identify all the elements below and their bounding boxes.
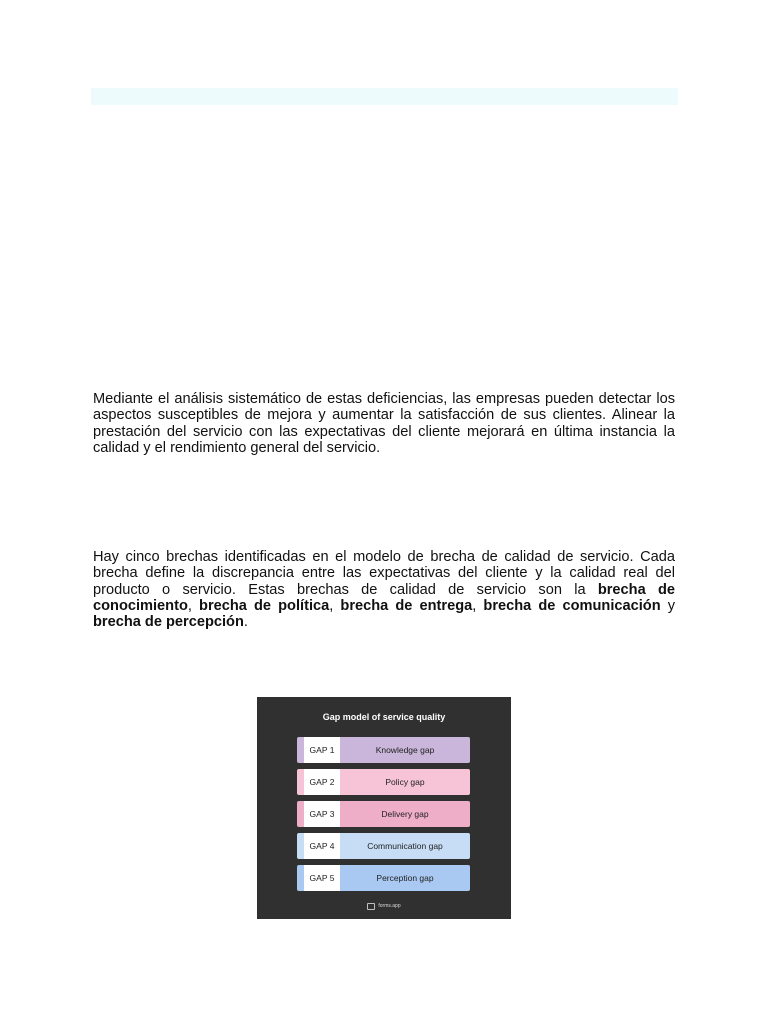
gap-name: Policy gap xyxy=(340,769,470,795)
separator: , xyxy=(472,597,484,614)
term-policy-gap: brecha de política xyxy=(199,597,330,614)
paragraph-intro: Hay cinco brechas identificadas en el modelo de brecha de calidad de servicio. Cada brecha define la discrepancia entre las expectativas del cliente y la calidad real del producto o servicio. Estas brechas de calidad de servicio son la xyxy=(93,549,675,598)
paragraph-gap-analysis: Mediante el análisis sistemático de estas deficiencias, las empresas pueden detectar los aspectos susceptibles de mejora y aumentar la satisfacción de sus clientes. Alinear la prestación del servicio con las expectativas del cliente mejorará en última instancia la calidad y el rendimiento general del servicio. xyxy=(93,391,675,456)
gap-row-1 xyxy=(297,737,470,763)
paragraph-end: . xyxy=(243,614,248,631)
forms-app-logo-icon xyxy=(367,903,375,910)
separator: , xyxy=(187,597,200,614)
term-communication-gap: brecha de comunicación xyxy=(483,597,661,614)
logo-text: forms.app xyxy=(378,903,401,909)
gap-stripe xyxy=(297,865,304,891)
forms-app-logo xyxy=(257,901,511,911)
separator: y xyxy=(660,597,676,614)
gap-stripe xyxy=(297,769,304,795)
figure-title: Gap model of service quality xyxy=(322,712,446,722)
paragraph-five-gaps xyxy=(93,549,675,630)
gap-number: GAP 2 xyxy=(304,769,340,795)
gap-name: Perception gap xyxy=(340,865,470,891)
gap-number: GAP 1 xyxy=(304,737,340,763)
gap-stripe xyxy=(297,833,304,859)
gap-row-2 xyxy=(297,769,470,795)
gap-row-3 xyxy=(297,801,470,827)
gap-number: GAP 5 xyxy=(304,865,340,891)
gap-stripe xyxy=(297,737,304,763)
top-highlight-band xyxy=(91,88,678,105)
gap-name: Delivery gap xyxy=(340,801,470,827)
gap-name: Knowledge gap xyxy=(340,737,470,763)
gap-row-4 xyxy=(297,833,470,859)
gap-number: GAP 3 xyxy=(304,801,340,827)
separator: , xyxy=(329,597,341,614)
gap-row-5 xyxy=(297,865,470,891)
gap-number: GAP 4 xyxy=(304,833,340,859)
gap-name: Communication gap xyxy=(340,833,470,859)
term-knowledge-gap: brecha de conocimiento xyxy=(93,581,675,614)
term-delivery-gap: brecha de entrega xyxy=(340,597,473,614)
term-perception-gap: brecha de percepción xyxy=(93,614,244,631)
gap-model-figure xyxy=(257,697,511,919)
gap-stripe xyxy=(297,801,304,827)
